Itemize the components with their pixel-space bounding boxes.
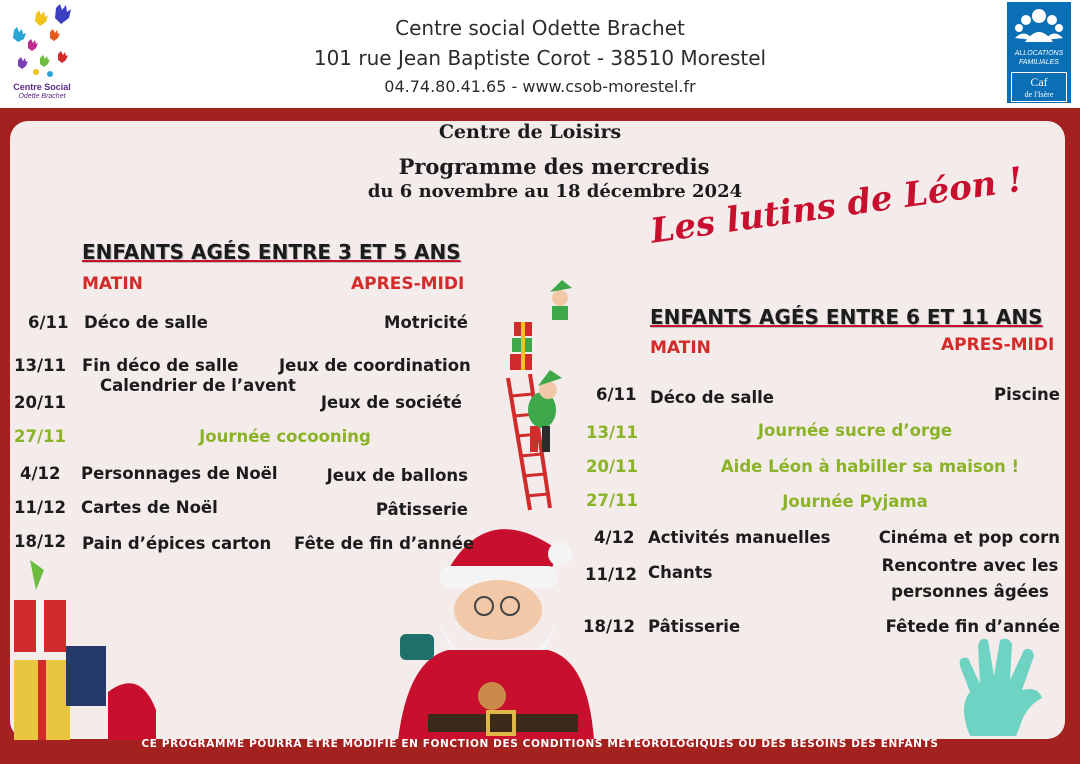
group-small-afternoon-header: APRES-MIDI [351, 274, 465, 294]
caf-text-line4: de l'Isère [1024, 90, 1054, 99]
gifts-icon [10, 560, 160, 740]
group-large-date: 13/11 [586, 423, 638, 442]
group-small-date: 6/11 [28, 313, 69, 332]
logo-text-line2: Odette Brachet [18, 93, 66, 100]
caf-text-line2: FAMILIALES [1019, 59, 1059, 66]
group-large-date: 27/11 [586, 491, 638, 510]
theme-title: Les lutins de Léon ! [648, 159, 1026, 252]
group-small-morning: Pain d’épices carton [82, 534, 272, 553]
group-large-morning: Déco de salle [650, 388, 774, 407]
programme-subtitle: Programme des mercredis [398, 154, 710, 179]
group-small-afternoon: Jeux de société [320, 393, 462, 412]
group-small-morning: Personnages de Noël [81, 464, 278, 483]
organisation-contact: 04.74.80.41.65 - www.csob-morestel.fr [384, 77, 696, 96]
hands-logo-icon [6, 2, 78, 82]
group-small-date: 18/12 [14, 532, 66, 551]
group-large-heading: ENFANTS AGÉS ENTRE 6 ET 11 ANS [650, 305, 1043, 329]
group-large-morning-header: MATIN [650, 338, 711, 358]
group-small-morning: Déco de salle [84, 313, 208, 332]
organisation-address: 101 rue Jean Baptiste Corot - 38510 Morestel [313, 46, 767, 70]
caf-family-logo-icon [1007, 2, 1071, 48]
group-large-afternoon-header: APRES-MIDI [941, 335, 1055, 355]
group-small-morning-header: MATIN [82, 274, 143, 294]
group-large-full-day: Journée sucre d’orge [757, 421, 953, 440]
group-small-date: 4/12 [20, 464, 61, 483]
group-large-date: 20/11 [586, 457, 638, 476]
group-small-afternoon: Pâtisserie [375, 500, 468, 519]
group-small-full-day: Journée cocooning [199, 427, 371, 446]
logo-text-line1: Centre Social [13, 82, 71, 92]
group-large-afternoon-line2: personnes âgées [891, 582, 1049, 601]
group-small-date: 11/12 [14, 498, 66, 517]
group-small-afternoon: Fête de fin d’année [294, 534, 475, 553]
teal-hand-icon [940, 636, 1060, 738]
group-large-morning: Pâtisserie [648, 617, 741, 636]
group-small-morning: Calendrier de l’avent [100, 376, 296, 395]
caf-text-line1: ALLOCATIONS [1014, 50, 1064, 57]
group-small-afternoon: Jeux de ballons [326, 466, 468, 485]
group-large-date: 6/11 [596, 385, 637, 404]
caf-text-line3: Caf [1030, 75, 1048, 89]
group-small-date: 27/11 [14, 427, 66, 446]
organisation-name: Centre social Odette Brachet [395, 16, 685, 40]
group-large-afternoon: Cinéma et pop corn [878, 528, 1060, 547]
group-large-date: 18/12 [583, 617, 635, 636]
group-small-afternoon: Jeux de coordination [279, 356, 471, 375]
group-large-afternoon: Fêtede fin d’année [885, 617, 1060, 636]
elf-ladder-icon [500, 278, 580, 518]
group-small-morning: Cartes de Noël [81, 498, 218, 517]
group-large-afternoon: Piscine [994, 385, 1060, 404]
page-header [0, 0, 1080, 108]
group-large-full-day: Aide Léon à habiller sa maison ! [720, 457, 1020, 476]
group-large-date: 11/12 [585, 565, 637, 584]
group-large-morning: Activités manuelles [648, 528, 831, 547]
group-small-heading: ENFANTS AGÉS ENTRE 3 ET 5 ANS [82, 240, 461, 264]
group-large-date: 4/12 [594, 528, 635, 547]
group-small-date: 13/11 [14, 356, 66, 375]
caf-logo [1007, 2, 1071, 103]
group-small-afternoon: Motricité [384, 313, 468, 332]
programme-title: Centre de Loisirs [438, 121, 622, 143]
group-large-afternoon-line1: Rencontre avec les [881, 556, 1059, 575]
group-small-morning: Fin déco de salle [82, 356, 239, 375]
group-small-date: 20/11 [14, 393, 66, 412]
footer-disclaimer: CE PROGRAMME POURRA ÊTRE MODIFIÉ EN FONCTION DES CONDITIONS MÉTÉOROLOGIQUES OU DES BESOINS DES ENFANTS [141, 738, 939, 750]
group-large-morning: Chants [648, 563, 713, 582]
group-large-full-day: Journée Pyjama [782, 492, 928, 511]
programme-dates: du 6 novembre au 18 décembre 2024 [367, 181, 743, 202]
